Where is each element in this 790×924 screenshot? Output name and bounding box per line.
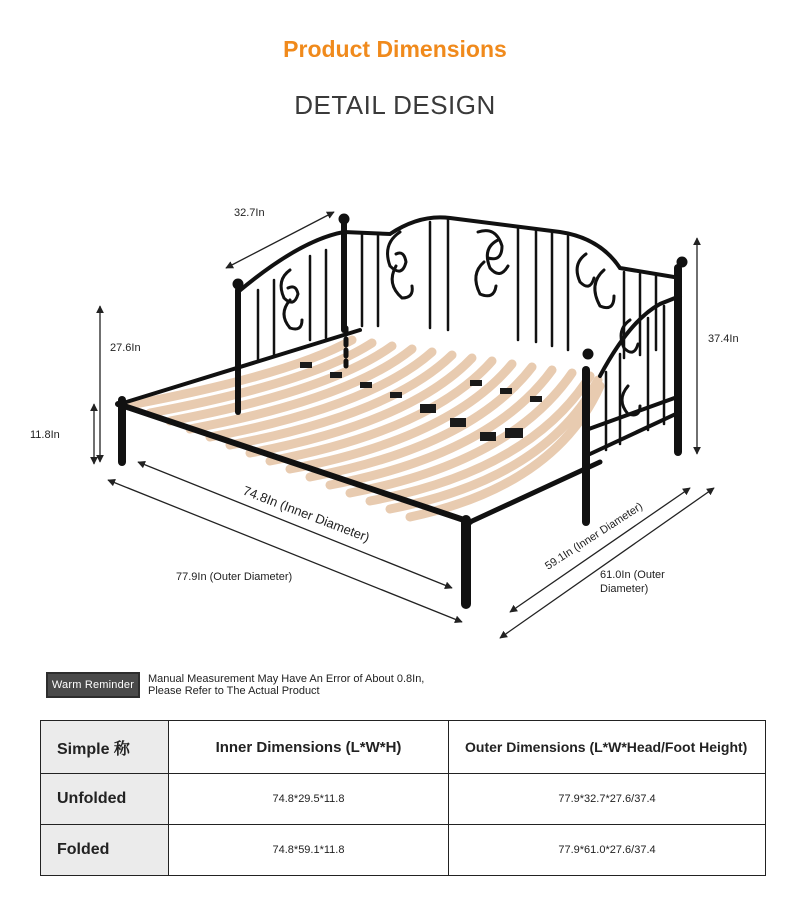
reminder-line-2: Please Refer to The Actual Product (148, 685, 320, 697)
header-outer: Outer Dimensions (L*W*Head/Foot Height) (449, 721, 766, 774)
row-name: Folded (41, 825, 169, 876)
label-outer-length: 77.9In (Outer Diameter) (176, 571, 293, 583)
label-total-height: 37.4In (708, 333, 739, 345)
label-width-top: 32.7In (234, 207, 265, 219)
table-row (41, 825, 766, 876)
reminder-note (148, 673, 424, 697)
label-head-height: 27.6In (110, 342, 141, 354)
label-inner-length: 74.8In (Inner Diameter) (240, 482, 372, 545)
label-foot-height: 11.8In (30, 429, 60, 441)
page-title: Product Dimensions (283, 36, 507, 62)
table-row (41, 774, 766, 825)
row-name: Unfolded (41, 774, 169, 825)
row-outer: 77.9*32.7*27.6/37.4 (449, 774, 766, 825)
dimensions-table (40, 720, 766, 876)
row-outer: 77.9*61.0*27.6/37.4 (449, 825, 766, 876)
header-name: Simple 称 (41, 721, 169, 774)
label-outer-width-2: Diameter) (600, 583, 649, 595)
warm-reminder-badge: Warm Reminder (46, 672, 140, 698)
header-inner: Inner Dimensions (L*W*H) (169, 721, 449, 774)
label-outer-width-1: 61.0In (Outer (600, 569, 665, 581)
table-header-row (41, 721, 766, 774)
page-subtitle: DETAIL DESIGN (294, 90, 496, 120)
reminder-line-1: Manual Measurement May Have An Error of About 0.8In, (148, 673, 425, 685)
row-inner: 74.8*59.1*11.8 (169, 825, 449, 876)
label-inner-width: 59.1In (Inner Diameter) (543, 500, 646, 573)
daybed-diagram (0, 190, 790, 660)
row-inner: 74.8*29.5*11.8 (169, 774, 449, 825)
